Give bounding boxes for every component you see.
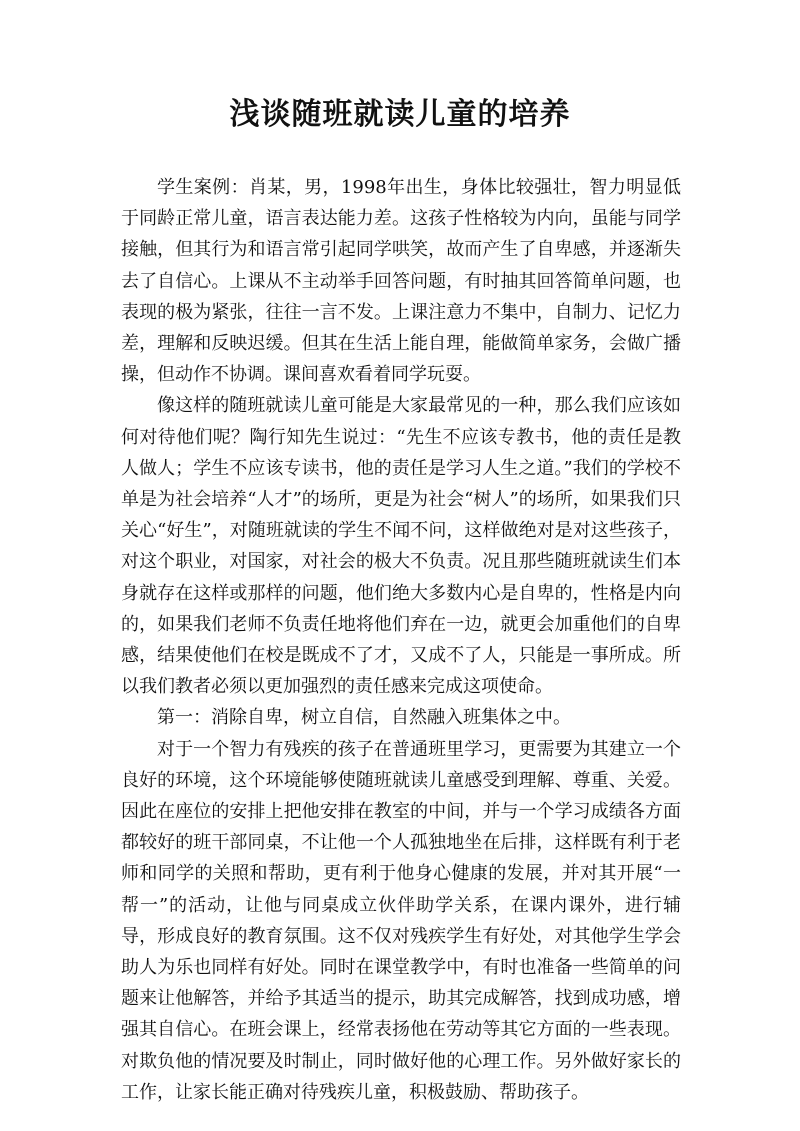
document-body [121,172,681,1108]
paragraph-discussion: 像这样的随班就读儿童可能是大家最常见的一种，那么我们应该如何对待他们呢？陶行知先生说过：“先生不应该专教书，他的责任是教人做人；学生不应该专读书，他的责任是学习人生之道。”我们的学校不单是为社会培养“人才”的场所，更是为社会“树人”的场所，如果我们只关心“好生”，对随班就读的学生不闻不问，这样做绝对是对这些孩子，对这个职业，对国家，对社会的极大不负责。况且那些随班就读生们本身就存在这样或那样的问题，他们绝大多数内心是自卑的，性格是内向的，如果我们老师不负责任地将他们弃在一边，就更会加重他们的自卑感，结果使他们在校是既成不了才，又成不了人，只能是一事所成。所以我们教者必须以更加强烈的责任感来完成这项使命。 [121,395,681,698]
paragraph-heading-first: 第一：消除自卑，树立自信，自然融入班集体之中。 [157,707,571,729]
paragraph-environment: 对于一个智力有残疾的孩子在普通班里学习，更需要为其建立一个良好的环境，这个环境能够使随班就读儿童感受到理解、尊重、关爱。因此在座位的安排上把他安排在教室的中间，并与一个学习成绩各方面都较好的班干部同桌，不让他一个人孤独地坐在后排，这样既有利于老师和同学的关照和帮助，更有利于他身心健康的发展，并对其开展“一帮一”的活动，让他与同桌成立伙伴助学关系，在课内课外，进行辅导，形成良好的教育氛围。这不仅对残疾学生有好处，对其他学生学会助人为乐也同样有好处。同时在课堂教学中，有时也准备一些简单的问题来让他解答，并给予其适当的提示，助其完成解答，找到成功感，增强其自信心。在班会课上，经常表扬他在劳动等其它方面的一些表现。对欺负他的情况要及时制止，同时做好他的心理工作。另外做好家长的工作，让家长能正确对待残疾儿童，积极鼓励、帮助孩子。 [121,738,681,1103]
document-title: 浅谈随班就读儿童的培养 [229,97,571,132]
paragraph-case: 学生案例：肖某，男，1998年出生，身体比较强壮，智力明显低于同龄正常儿童，语言表达能力差。这孩子性格较为内向，虽能与同学接触，但其行为和语言常引起同学哄笑，故而产生了自卑感，并逐渐失去了自信心。上课从不主动举手回答问题，有时抽其回答简单问题，也表现的极为紧张，往往一言不发。上课注意力不集中，自制力、记忆力差，理解和反映迟缓。但其在生活上能自理，能做简单家务，会做广播操，但动作不协调。课间喜欢看着同学玩耍。 [121,177,681,386]
